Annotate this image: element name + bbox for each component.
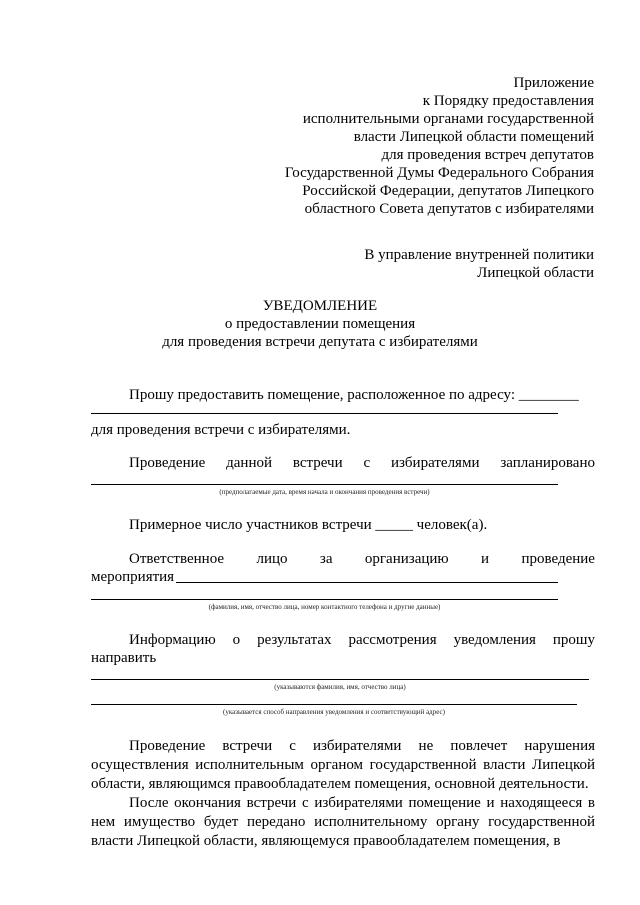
addressee-line-2: Липецкой области xyxy=(477,265,594,281)
document-title: УВЕДОМЛЕНИЕ xyxy=(262,298,378,314)
p3-text: Примерное число участников встречи _____ человек(а). xyxy=(129,517,488,533)
p1-blank-line xyxy=(91,413,558,414)
p4-blank-line-2 xyxy=(91,599,558,600)
p6-paragraph: Проведение встречи с избирателями не повлечет нарушения осуществления исполнительным органом государственной власти Липецкой области, являющимся правообладателем помещения, основной деятельности. xyxy=(91,738,595,792)
header-line-8: областного Совета депутатов с избирателями xyxy=(304,201,594,217)
p5-hint-1: (указываются фамилия, имя, отчество лица) xyxy=(274,683,406,691)
p4-continuation: мероприятия xyxy=(91,569,175,585)
header-line-7: Российской Федерации, депутатов Липецкого xyxy=(302,183,594,199)
header-line-6: Государственной Думы Федерального Собрания xyxy=(284,165,594,181)
p5-line xyxy=(129,631,595,649)
p4-blank-line-1 xyxy=(176,582,558,583)
addressee-line-1: В управление внутренней политики xyxy=(364,247,594,263)
p5-word: уведомления xyxy=(453,632,536,648)
p1-continuation: для проведения встречи с избирателями. xyxy=(91,422,351,438)
p2-word: Проведение xyxy=(129,455,206,471)
header-line-1: Приложение xyxy=(513,75,594,91)
p5-hint-2: (указывается способ направления уведомления и соответствующий адрес) xyxy=(223,708,445,716)
p4-word: лицо xyxy=(256,551,288,567)
p5-word: рассмотрения xyxy=(348,632,437,648)
p2-line xyxy=(129,454,595,472)
p2-word: встречи xyxy=(292,455,343,471)
p5-word: о xyxy=(232,632,241,648)
p2-hint: (предполагаемые дата, время начала и окончания проведения встречи) xyxy=(219,488,430,496)
p4-word: проведение xyxy=(521,551,595,567)
p5-word: Информацию xyxy=(129,632,216,648)
p2-word: избирателями xyxy=(390,455,480,471)
p4-word: и xyxy=(481,551,490,567)
p2-blank-line xyxy=(91,484,558,485)
p5-continuation: направить xyxy=(91,650,157,666)
header-line-5: для проведения встреч депутатов xyxy=(381,147,594,163)
p5-blank-line-2 xyxy=(91,704,577,705)
document-subtitle-2: для проведения встречи депутата с избирателями xyxy=(162,334,478,350)
p5-word: результатах xyxy=(257,632,332,648)
p4-line xyxy=(129,550,595,568)
header-line-3: исполнительными органами государственной xyxy=(302,111,594,127)
p2-word: с xyxy=(363,455,371,471)
p4-word: за xyxy=(319,551,333,567)
p7-paragraph: После окончания встречи с избирателями помещение и находящееся в нем имущество будет передано исполнительному органу государственной власти Липецкой области, являющемуся правообладателем помещения, в xyxy=(91,795,595,849)
header-line-4: власти Липецкой области помещений xyxy=(353,129,594,145)
p2-word: запланировано xyxy=(500,455,595,471)
p5-word: прошу xyxy=(552,632,595,648)
p4-word: организацию xyxy=(364,551,449,567)
header-line-2: к Порядку предоставления xyxy=(422,93,594,109)
p2-word: данной xyxy=(226,455,273,471)
p5-blank-line-1 xyxy=(91,679,589,680)
p4-word: Ответственное xyxy=(129,551,225,567)
p1-text: Прошу предоставить помещение, расположенное по адресу: ________ xyxy=(129,387,579,403)
p4-hint: (фамилия, имя, отчество лица, номер контактного телефона и другие данные) xyxy=(208,603,441,611)
document-subtitle-1: о предоставлении помещения xyxy=(224,316,416,332)
